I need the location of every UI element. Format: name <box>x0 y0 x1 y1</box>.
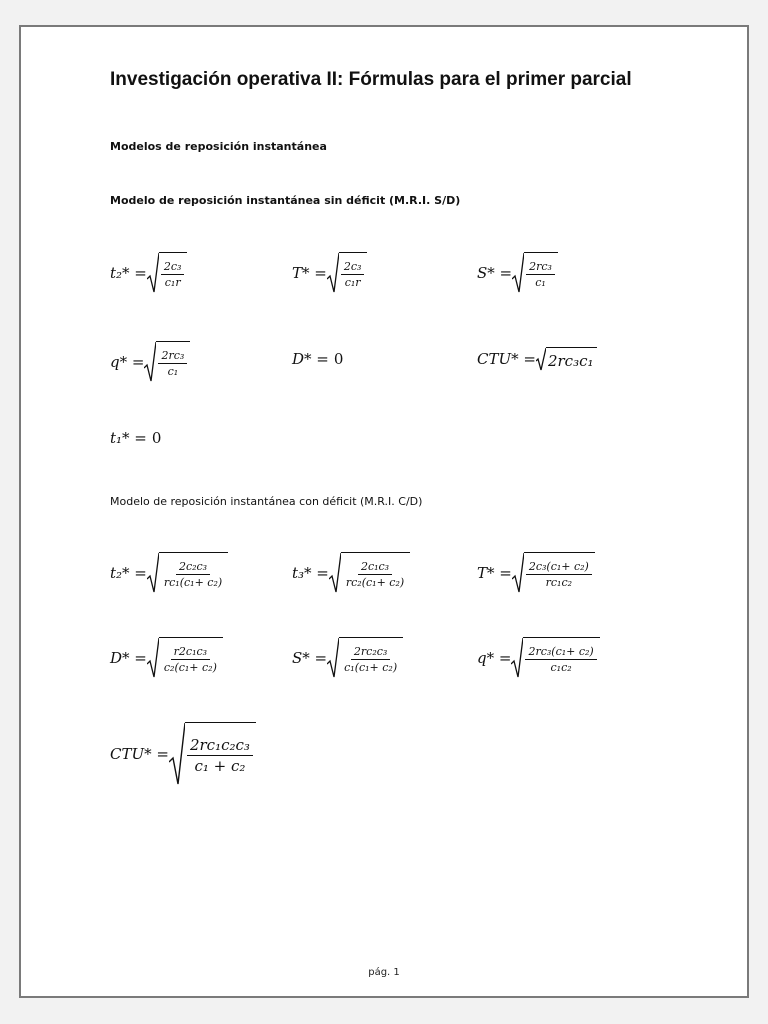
fraction-numerator: 2rc₃ <box>158 349 187 364</box>
formula-q-sd <box>110 341 190 383</box>
formula-lhs: t₃* = <box>292 564 329 582</box>
square-root <box>512 552 595 594</box>
page-number: pág. 1 <box>368 967 400 978</box>
formula-lhs: T* = <box>292 264 327 282</box>
fraction-denominator: rc₁(c₁+ c₂) <box>163 576 223 589</box>
document-title: Investigación operativa II: Fórmulas para el primer parcial <box>110 69 632 90</box>
formula-lhs: q* = <box>477 649 512 667</box>
formula-t2-cd <box>110 552 228 594</box>
section-heading-cd: Modelo de reposición instantánea con déficit (M.R.I. C/D) <box>110 495 423 508</box>
section-heading-sd: Modelo de reposición instantánea sin déficit (M.R.I. S/D) <box>110 194 461 207</box>
formula-t2-sd <box>110 252 187 294</box>
formula-D-sd <box>292 350 343 368</box>
fraction-numerator: 2c₃ <box>161 260 185 275</box>
fraction-numerator: 2c₁c₃ <box>358 560 392 575</box>
fraction-numerator: 2c₂c₃ <box>176 560 210 575</box>
formula-D-cd <box>110 637 223 679</box>
fraction-denominator: rc₁c₂ <box>545 576 573 589</box>
formula-lhs: t₁* = <box>110 429 147 447</box>
formula-CTU-cd <box>110 722 256 786</box>
fraction-denominator: c₁ <box>167 365 179 378</box>
formula-S-sd <box>477 252 558 294</box>
square-root <box>512 252 558 294</box>
fraction-denominator: c₁(c₁+ c₂) <box>344 661 398 674</box>
formula-t1-sd <box>110 429 161 447</box>
fraction-numerator: 2c₃(c₁+ c₂) <box>526 560 592 575</box>
radicand: 2rc₃c₁ <box>546 347 597 371</box>
formula-lhs: D* = <box>292 350 329 368</box>
fraction-numerator: r2c₁c₃ <box>171 645 210 660</box>
square-root <box>327 637 403 679</box>
fraction-numerator: 2c₃ <box>341 260 365 275</box>
formula-t3-cd <box>292 552 410 594</box>
document-page <box>19 25 749 998</box>
formula-lhs: S* = <box>477 264 513 282</box>
square-root <box>327 252 368 294</box>
fraction-denominator: c₁c₂ <box>550 661 572 674</box>
fraction-denominator: c₁r <box>344 276 361 289</box>
formula-q-cd <box>477 637 600 679</box>
square-root <box>147 637 223 679</box>
formula-lhs: q* = <box>110 353 145 371</box>
formula-T-cd <box>477 552 595 594</box>
formula-lhs: D* = <box>110 649 147 667</box>
fraction-denominator: c₁ <box>535 276 546 289</box>
square-root <box>329 552 410 594</box>
formula-lhs: T* = <box>477 564 512 582</box>
formula-lhs: t₂* = <box>110 264 147 282</box>
formula-value: 0 <box>333 350 344 368</box>
square-root <box>147 252 188 294</box>
formula-lhs: CTU* = <box>477 350 536 368</box>
formula-S-cd <box>292 637 403 679</box>
fraction-numerator: 2rc₃(c₁+ c₂) <box>525 645 596 660</box>
fraction-numerator: 2rc₁c₂c₃ <box>187 736 253 756</box>
square-root <box>144 341 190 383</box>
square-root <box>147 552 228 594</box>
formula-T-sd <box>292 252 367 294</box>
formula-lhs: CTU* = <box>110 745 169 763</box>
formula-value: 0 <box>151 429 162 447</box>
section-heading-main: Modelos de reposición instantánea <box>110 140 327 153</box>
formula-lhs: S* = <box>292 649 328 667</box>
fraction-numerator: 2rc₂c₃ <box>351 645 390 660</box>
fraction-denominator: c₁ + c₂ <box>194 757 246 775</box>
fraction-numerator: 2rc₃ <box>526 260 555 275</box>
formula-CTU-sd <box>477 347 597 371</box>
fraction-denominator: rc₂(c₁+ c₂) <box>345 576 405 589</box>
square-root <box>536 347 597 371</box>
square-root <box>169 722 256 786</box>
fraction-denominator: c₂(c₁+ c₂) <box>163 661 217 674</box>
square-root <box>511 637 599 679</box>
fraction-denominator: c₁r <box>164 276 181 289</box>
formula-lhs: t₂* = <box>110 564 147 582</box>
